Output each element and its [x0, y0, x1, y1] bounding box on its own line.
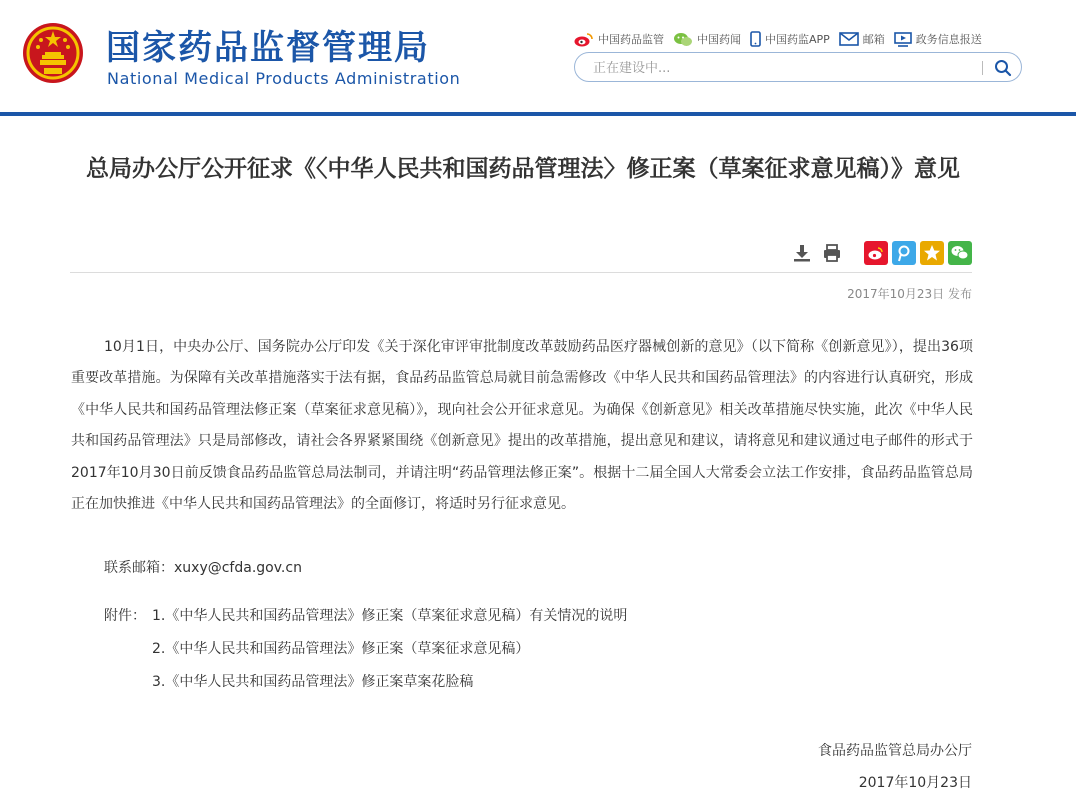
article-title: 总局办公厅公开征求《〈中华人民共和国药品管理法〉修正案（草案征求意见稿）》意见 [86, 156, 960, 182]
link-app[interactable] [750, 31, 830, 47]
attachment-row [104, 637, 627, 670]
attachment-row [104, 604, 627, 637]
share-weibo-button[interactable] [864, 241, 888, 265]
link-report[interactable] [894, 31, 982, 47]
article-tools [790, 240, 972, 266]
site-header [0, 0, 1076, 112]
signature-date: 2017年10月23日 [858, 775, 972, 791]
attachments [104, 604, 627, 703]
tencent-weibo-icon [895, 244, 913, 262]
site-title-cn[interactable]: 国家药品监督管理局 [106, 28, 430, 68]
search-divider [982, 61, 983, 75]
share-tencent-weibo-button[interactable] [892, 241, 916, 265]
attachment-link[interactable]: 3.《中华人民共和国药品管理法》修正案草案花脸稿 [152, 674, 474, 690]
publish-date: 2017年10月23日 发布 [847, 287, 972, 301]
attachment-row [104, 670, 627, 703]
title-divider [70, 272, 972, 273]
signature-org: 食品药品监管总局办公厅 [818, 743, 972, 759]
link-mail-label: 邮箱 [862, 33, 885, 46]
link-weibo-label: 中国药品监管 [598, 33, 664, 46]
article-body: 10月1日，中央办公厅、国务院办公厅印发《关于深化审评审批制度改革鼓励药品医疗器械创新的意见》（以下简称《创新意见》），提出36项重要改革措施。为保障有关改革措施落实于法有据，食品药品监管总局就目前急需修改《中华人民共和国药品管理法》的内容进行认真研究，形成《中华人民共和国药品管理法修正案（草案征求意见稿）》，现向社会公开征求意见。为确保《创新意见》相关改革措施尽快实施，此次《中华人民共和国药品管理法》只是局部修改，请社会各界紧紧围绕《创新意见》提出的改革措施，提出意见和建议，请将意见和建议通过电子邮件的形式于2017年10月30日前反馈食品药品监管总局法制司，并请注明“药品管理法修正案”。根据十二届全国人大常委会立法工作安排，食品药品监管总局正在加快推进《中华人民共和国药品管理法》的全面修订，将适时另行征求意见。 [71, 339, 973, 513]
weibo-icon [867, 245, 885, 261]
weibo-icon [574, 32, 594, 47]
attachment-link[interactable]: 1.《中华人民共和国药品管理法》修正案（草案征求意见稿）有关情况的说明 [152, 608, 628, 624]
search-icon[interactable] [993, 58, 1013, 78]
mobile-icon [750, 31, 761, 47]
top-links [574, 29, 982, 49]
wechat-icon [673, 32, 693, 47]
site-title-en[interactable]: National Medical Products Administration [107, 69, 461, 88]
mail-icon [839, 32, 859, 46]
share-wechat-button[interactable] [948, 241, 972, 265]
attachment-link[interactable]: 2.《中华人民共和国药品管理法》修正案（草案征求意见稿） [152, 641, 530, 657]
contact-email: 联系邮箱：xuxy@cfda.gov.cn [104, 560, 302, 576]
link-wechat-label: 中国药闻 [697, 33, 741, 46]
report-icon [894, 32, 912, 47]
link-report-label: 政务信息报送 [915, 33, 982, 46]
wechat-icon [950, 244, 970, 262]
link-app-label: 中国药监APP [765, 33, 830, 46]
print-icon [822, 243, 842, 263]
download-icon [792, 243, 812, 263]
search-box [574, 52, 1022, 82]
qzone-star-icon [923, 244, 941, 262]
header-divider-bar [0, 112, 1076, 116]
national-emblem-icon[interactable] [22, 22, 84, 84]
link-mail[interactable] [839, 31, 885, 47]
link-wechat[interactable] [673, 31, 741, 47]
print-button[interactable] [820, 241, 844, 265]
share-qzone-button[interactable] [920, 241, 944, 265]
link-weibo[interactable] [574, 31, 664, 47]
attachments-label: 附件： [104, 608, 146, 624]
download-button[interactable] [790, 241, 814, 265]
search-input[interactable] [593, 59, 973, 77]
